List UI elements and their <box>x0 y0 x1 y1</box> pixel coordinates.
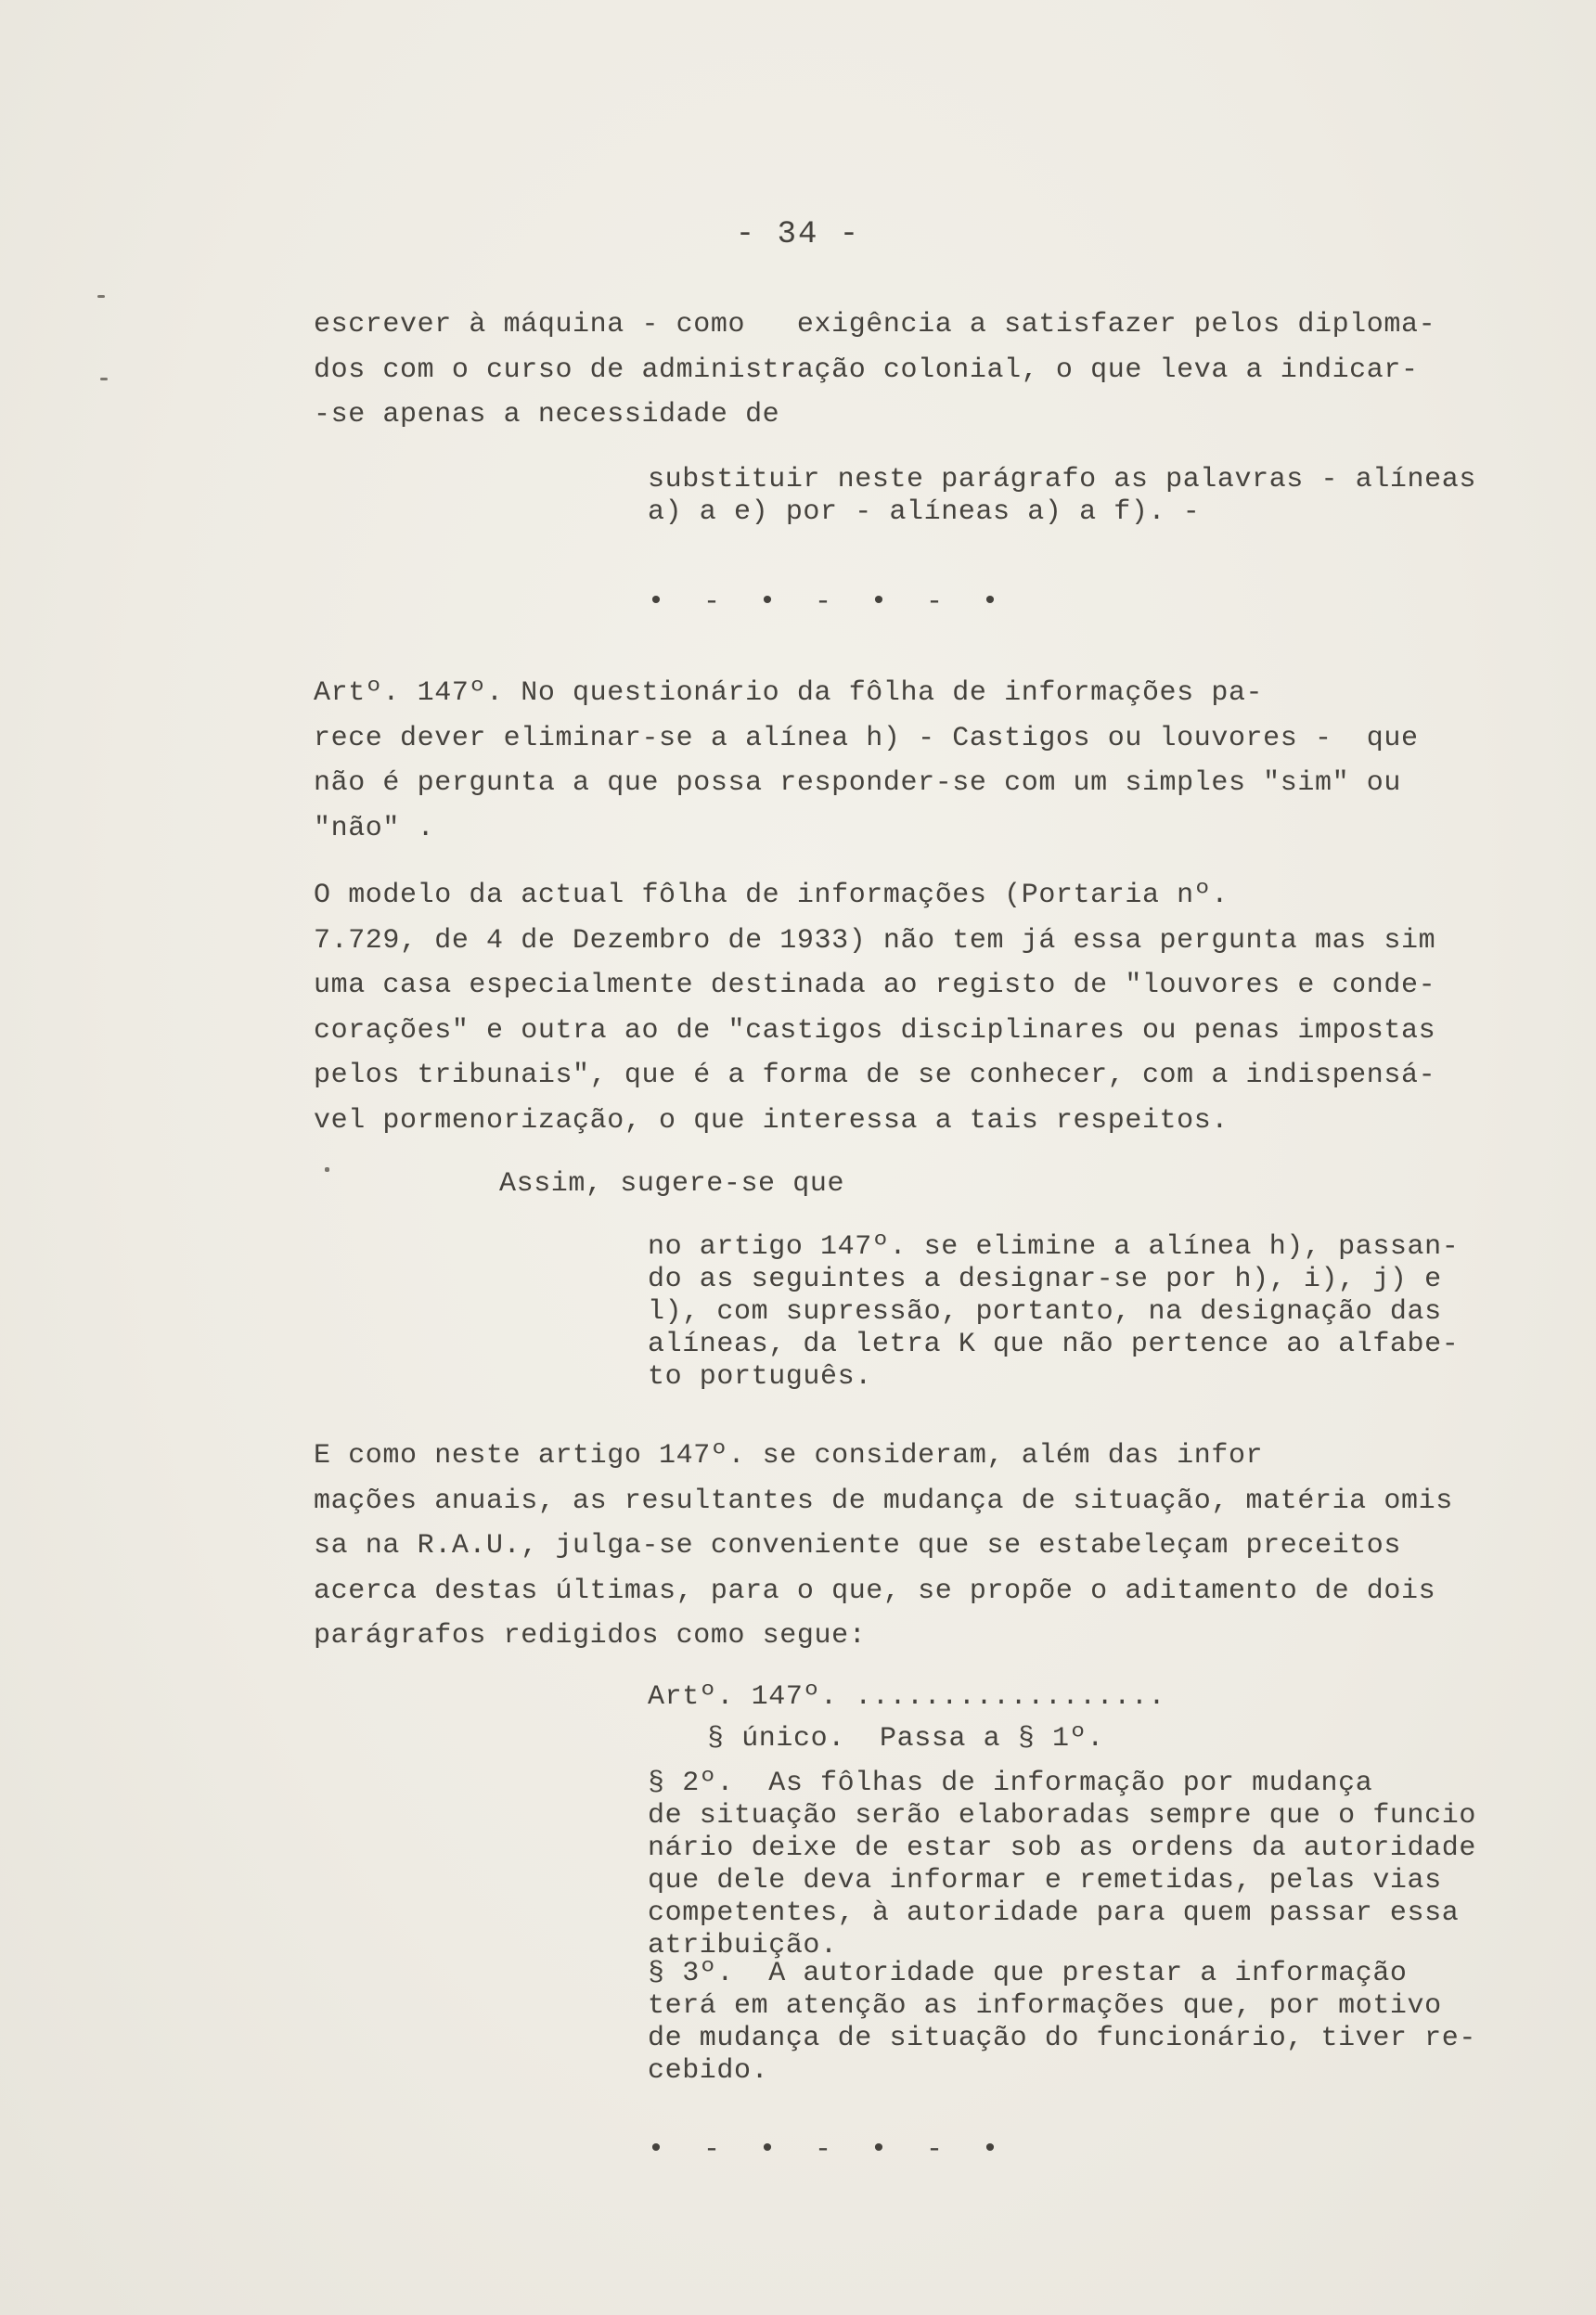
quoted-amendment-1: substituir neste parágrafo as palavras - alíneas a) a e) por - alíneas a) a f). - <box>648 464 1476 528</box>
quoted-paragraph-3: § 3º. A autoridade que prestar a informação terá em atenção as informações que, por motivo de mudança de situação do funcionário, tiver re- cebido. <box>648 1958 1476 2087</box>
section-separator: • - • - • - • <box>648 586 1010 618</box>
quoted-paragraph-unico: § único. Passa a § 1º. <box>707 1723 1104 1755</box>
quoted-article-heading: Artº. 147º. .................. <box>648 1681 1166 1713</box>
quoted-paragraph-2: § 2º. As fôlhas de informação por mudança de situação serão elaboradas sempre que o funcio nário deixe de estar sob as ordens da autoridade que dele deva informar e remetidas, pelas vias competentes, à autoridade para quem passar essa atribuição. <box>648 1768 1476 1961</box>
paragraph-modelo: O modelo da actual fôlha de informações (Portaria nº. 7.729, de 4 de Dezembro de 1933) não tem já essa pergunta mas sim uma casa especialmente destinada ao registo de "louvores e conde- corações" e outra ao de "castigos disciplinares ou penas impostas pelos tribunais", que é a forma de se conhecer, com a indispensá- vel pormenorização, o que interessa a tais respeitos. <box>314 880 1436 1137</box>
margin-mark <box>325 1167 329 1172</box>
section-separator: • - • - • - • <box>648 2134 1010 2166</box>
margin-mark <box>100 378 108 380</box>
quoted-amendment-2: no artigo 147º. se elimine a alínea h), passan- do as seguintes a designar-se por h), i), j) e l), com supressão, portanto, na designação das alíneas, da letra K que não pertence ao alfabe- to português. <box>648 1231 1460 1393</box>
page-number: - 34 - <box>735 217 861 252</box>
paragraph-1: escrever à máquina - como exigência a satisfazer pelos diploma- dos com o curso de administração colonial, o que leva a indicar- -se apenas a necessidade de <box>314 309 1436 431</box>
paragraph-e-como: E como neste artigo 147º. se consideram, além das infor mações anuais, as resultantes de mudança de situação, matéria omis sa na R.A.U., julga-se conveniente que se estabeleçam preceitos acerca destas últimas, para o que, se propõe o aditamento de dois parágrafos redigidos como segue: <box>314 1440 1453 1652</box>
paragraph-art-147: Artº. 147º. No questionário da fôlha de informações pa- rece dever eliminar-se a alínea h) - Castigos ou louvores - que não é pergunta a que possa responder-se com um simples "sim" ou "não" . <box>314 677 1419 844</box>
margin-mark <box>97 295 105 298</box>
paragraph-assim: Assim, sugere-se que <box>499 1168 845 1200</box>
